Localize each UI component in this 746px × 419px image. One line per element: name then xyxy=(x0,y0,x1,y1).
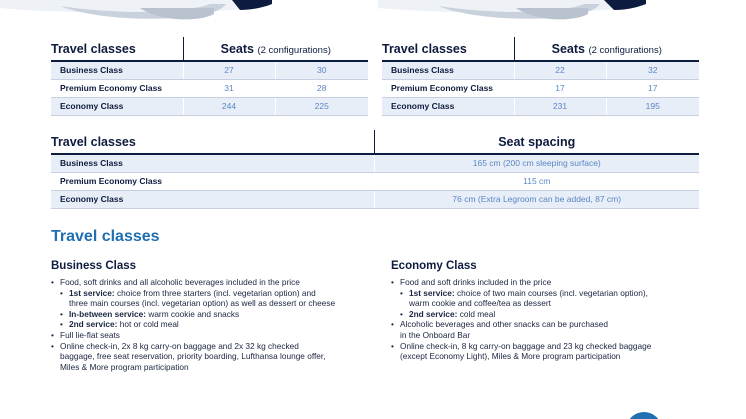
class-name: Economy Class xyxy=(51,190,374,208)
list-item: • Online check-in, 8 kg carry-on baggage and 23 kg checked baggage (except Economy Light), Miles & More program participation xyxy=(391,341,711,362)
list-item: • Full lie-flat seats xyxy=(51,330,381,341)
section-title: Travel classes xyxy=(51,228,160,245)
list-item: • 1st service: choice of two main courses (incl. vegetarian option), warm cookie and coffee/tea as dessert xyxy=(391,288,711,309)
seat-count: 32 xyxy=(606,61,699,79)
seat-count: 17 xyxy=(606,79,699,97)
business-class-column xyxy=(51,260,381,372)
table-header-travel-classes: Travel classes xyxy=(382,37,514,61)
table-row xyxy=(51,97,368,115)
class-name: Premium Economy Class xyxy=(382,79,514,97)
table-header-travel-classes: Travel classes xyxy=(51,37,183,61)
list-item: • 1st service: choice from three starters (incl. vegetarian option) and three main courses (incl. vegetarian option) as well as dessert or cheese xyxy=(51,288,381,309)
class-name: Business Class xyxy=(51,154,374,172)
table-row xyxy=(51,61,368,79)
table-row xyxy=(382,61,699,79)
seats-table-right xyxy=(382,37,699,116)
list-item: • Online check-in, 2x 8 kg carry-on baggage and 2x 32 kg checked baggage, free seat reservation, priority boarding, Lufthansa lounge offer, Miles & More program participation xyxy=(51,341,381,373)
business-class-heading: Business Class xyxy=(51,260,137,272)
business-class-list xyxy=(51,277,381,372)
table-row xyxy=(51,154,699,172)
aircraft-right-image xyxy=(378,0,646,22)
table-header-travel-classes: Travel classes xyxy=(51,130,374,154)
seat-count: 31 xyxy=(183,79,275,97)
seat-spacing-value: 76 cm (Extra Legroom can be added, 87 cm) xyxy=(374,190,699,208)
list-item: • Alcoholic beverages and other snacks can be purchased in the Onboard Bar xyxy=(391,319,711,340)
table-header-seats: Seats (2 configurations) xyxy=(514,37,699,61)
list-item: • In-between service: warm cookie and snacks xyxy=(51,309,381,320)
economy-class-column xyxy=(391,260,711,362)
seat-spacing-value: 165 cm (200 cm sleeping surface) xyxy=(374,154,699,172)
list-item: • 2nd service: cold meal xyxy=(391,309,711,320)
table-row xyxy=(382,97,699,115)
seat-count: 28 xyxy=(275,79,368,97)
class-name: Business Class xyxy=(382,61,514,79)
table-row xyxy=(51,172,699,190)
seat-count: 195 xyxy=(606,97,699,115)
table-header-seats: Seats (2 configurations) xyxy=(183,37,368,61)
table-row xyxy=(382,79,699,97)
economy-class-list xyxy=(391,277,711,362)
class-name: Economy Class xyxy=(51,97,183,115)
seat-count: 17 xyxy=(514,79,606,97)
seat-count: 22 xyxy=(514,61,606,79)
seat-count: 244 xyxy=(183,97,275,115)
seat-count: 225 xyxy=(275,97,368,115)
class-name: Premium Economy Class xyxy=(51,172,374,190)
seat-count: 27 xyxy=(183,61,275,79)
class-name: Economy Class xyxy=(382,97,514,115)
seats-table-left xyxy=(51,37,368,116)
table-header-seat-spacing: Seat spacing xyxy=(374,130,699,154)
list-item: • 2nd service: hot or cold meal xyxy=(51,319,381,330)
table-row xyxy=(51,190,699,208)
economy-class-heading: Economy Class xyxy=(391,260,477,272)
seat-count: 30 xyxy=(275,61,368,79)
class-name: Business Class xyxy=(51,61,183,79)
aircraft-left-image xyxy=(0,0,272,22)
table-row xyxy=(51,79,368,97)
list-item: • Food and soft drinks included in the price xyxy=(391,277,711,288)
list-item: • Food, soft drinks and all alcoholic beverages included in the price xyxy=(51,277,381,288)
seat-count: 231 xyxy=(514,97,606,115)
seat-spacing-value: 115 cm xyxy=(374,172,699,190)
seat-spacing-table xyxy=(51,130,699,209)
class-name: Premium Economy Class xyxy=(51,79,183,97)
logo-icon xyxy=(626,412,662,419)
